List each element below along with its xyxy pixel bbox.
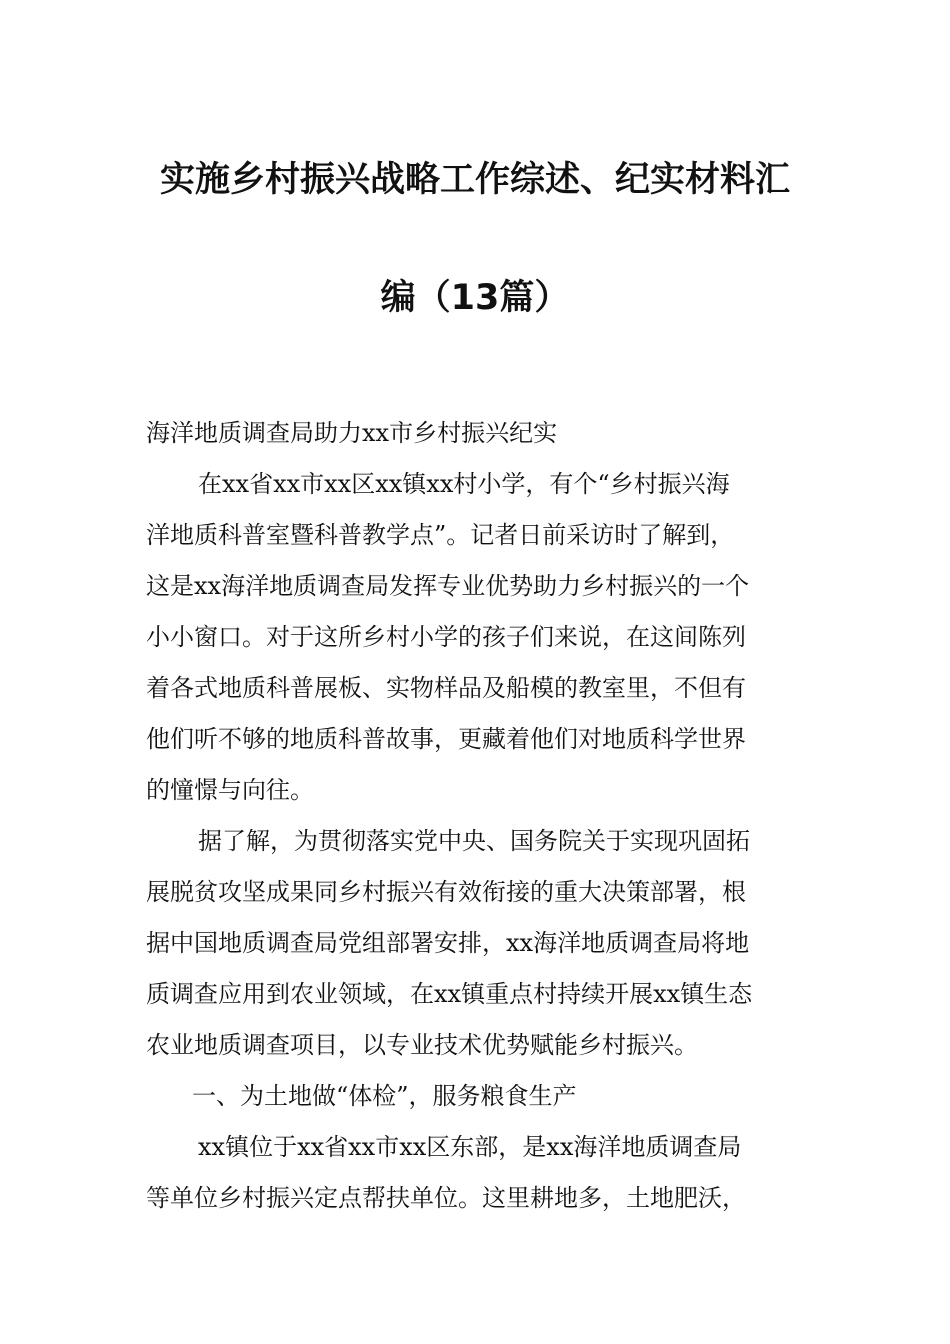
paragraph-line: 洋地质科普室暨科普教学点”。记者日前采访时了解到， [146,521,735,549]
document-title-line-1: 实施乡村振兴战略工作综述、纪实材料汇 [159,160,790,200]
paragraph-line: 着各式地质科普展板、实物样品及船模的教室里，不但有 [146,674,746,702]
paragraph-line: 展脱贫攻坚成果同乡村振兴有效衔接的重大决策部署，根 [146,878,746,906]
paragraph-line: 他们听不够的地质科普故事，更藏着他们对地质科学世界 [146,725,746,753]
paragraph-line: 在xx省xx市xx区xx镇xx村小学，有个“乡村振兴海 [198,470,730,498]
paragraph-line: 农业地质调查项目，以专业技术优势赋能乡村振兴。 [146,1031,698,1059]
paragraph-line: 据了解，为贯彻落实党中央、国务院关于实现巩固拓 [198,827,750,855]
paragraph-line: 这是xx海洋地质调查局发挥专业优势助力乡村振兴的一个 [146,572,750,600]
paragraph-line: 质调查应用到农业领域，在xx镇重点村持续开展xx镇生态 [146,980,753,1008]
paragraph-line: 的憧憬与向往。 [146,776,314,804]
article-subtitle: 海洋地质调查局助力xx市乡村振兴纪实 [146,419,558,447]
paragraph-line: 等单位乡村振兴定点帮扶单位。这里耕地多，土地肥沃， [146,1184,746,1212]
paragraph-line: 小小窗口。对于这所乡村小学的孩子们来说，在这间陈列 [146,623,746,651]
section-heading: 一、为土地做“体检”，服务粮食生产 [192,1082,577,1110]
document-title-line-2: 编（13篇） [380,278,570,318]
paragraph-line: 据中国地质调查局党组部署安排，xx海洋地质调查局将地 [146,929,750,957]
paragraph-line: xx镇位于xx省xx市xx区东部，是xx海洋地质调查局 [198,1133,742,1161]
